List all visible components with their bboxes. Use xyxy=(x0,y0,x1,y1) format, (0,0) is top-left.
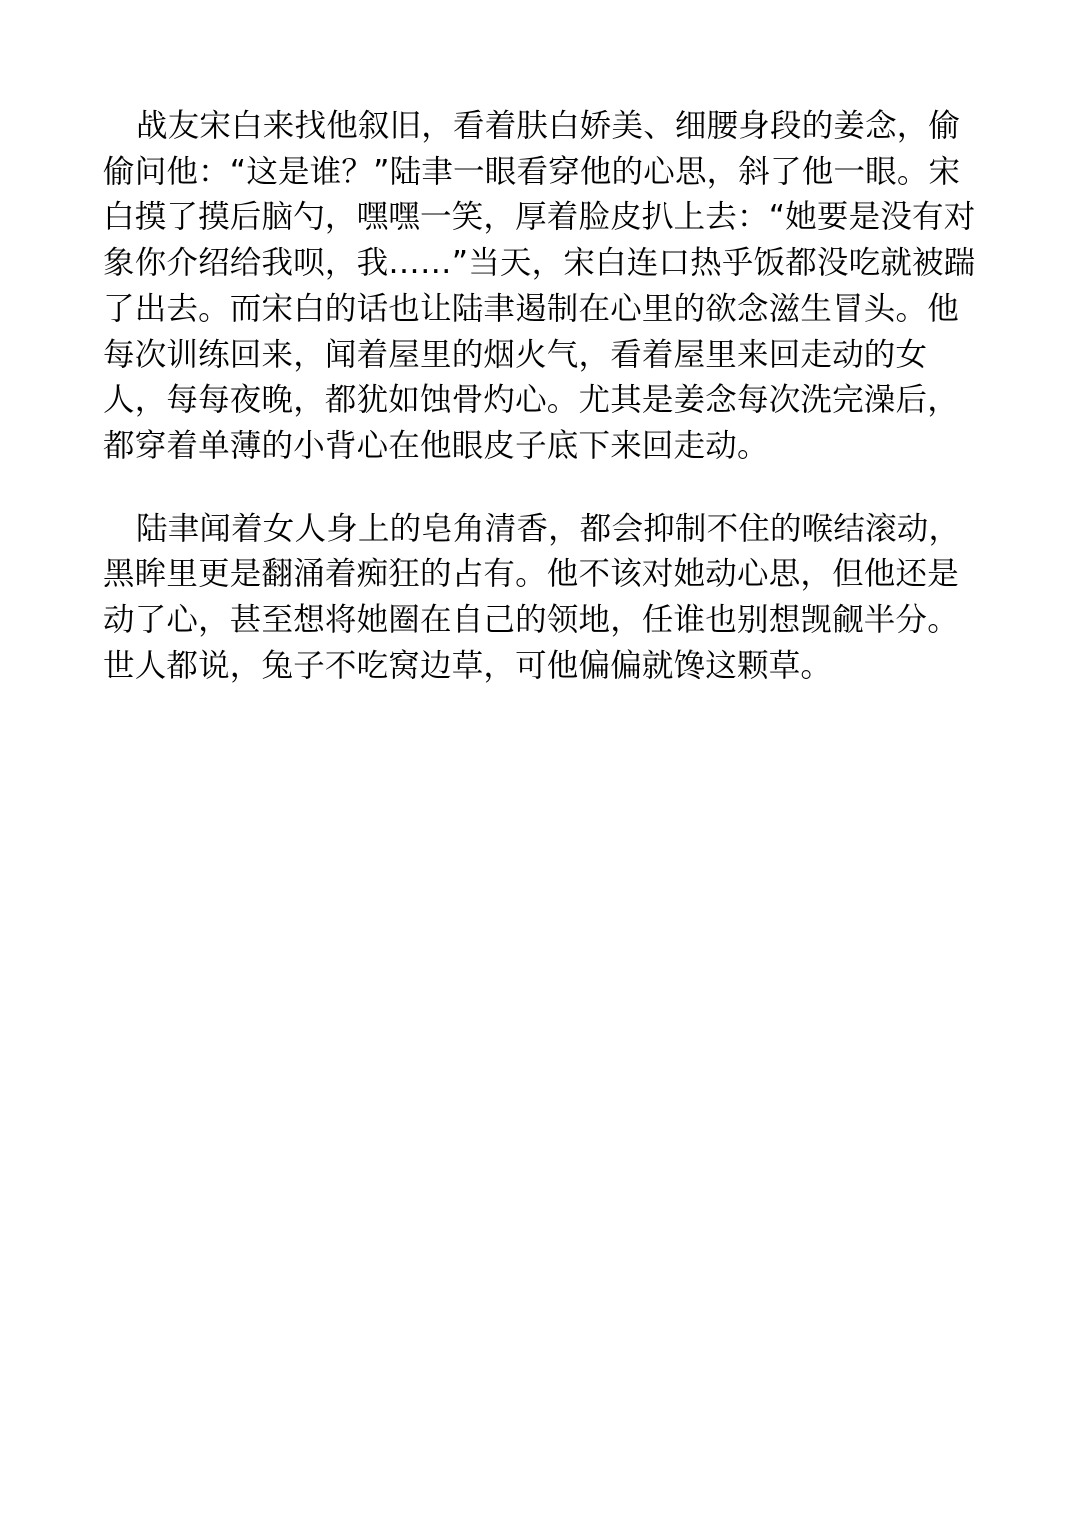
paragraph-1: 战友宋白来找他叙旧，看着肤白娇美、细腰身段的姜念，偷偷问他：“这是谁？”陆聿一眼看穿他的心思，斜了他一眼。宋白摸了摸后脑勺，嘿嘿一笑，厚着脸皮扒上去：“她要是没有对象你介绍给我呗，我……”当天，宋白连口热乎饭都没吃就被踹了出去。而宋白的话也让陆聿遏制在心里的欲念滋生冒头。他每次训练回来，闻着屋里的烟火气，看着屋里来回走动的女人，每每夜晚，都犹如蚀骨灼心。尤其是姜念每次洗完澡后，都穿着单薄的小背心在他眼皮子底下来回走动。 xyxy=(103,108,976,464)
paragraph-gap xyxy=(103,470,983,507)
paragraph-2: 陆聿闻着女人身上的皂角清香，都会抑制不住的喉结滚动，黑眸里更是翻涌着痴狂的占有。他不该对她动心思，但他还是动了心，甚至想将她圈在自己的领地，任谁也别想觊觎半分。 xyxy=(103,510,961,639)
paragraph-3: 世人都说，兔子不吃窝边草，可他偏偏就馋这颗草。 xyxy=(103,647,833,684)
story-text xyxy=(103,104,983,689)
